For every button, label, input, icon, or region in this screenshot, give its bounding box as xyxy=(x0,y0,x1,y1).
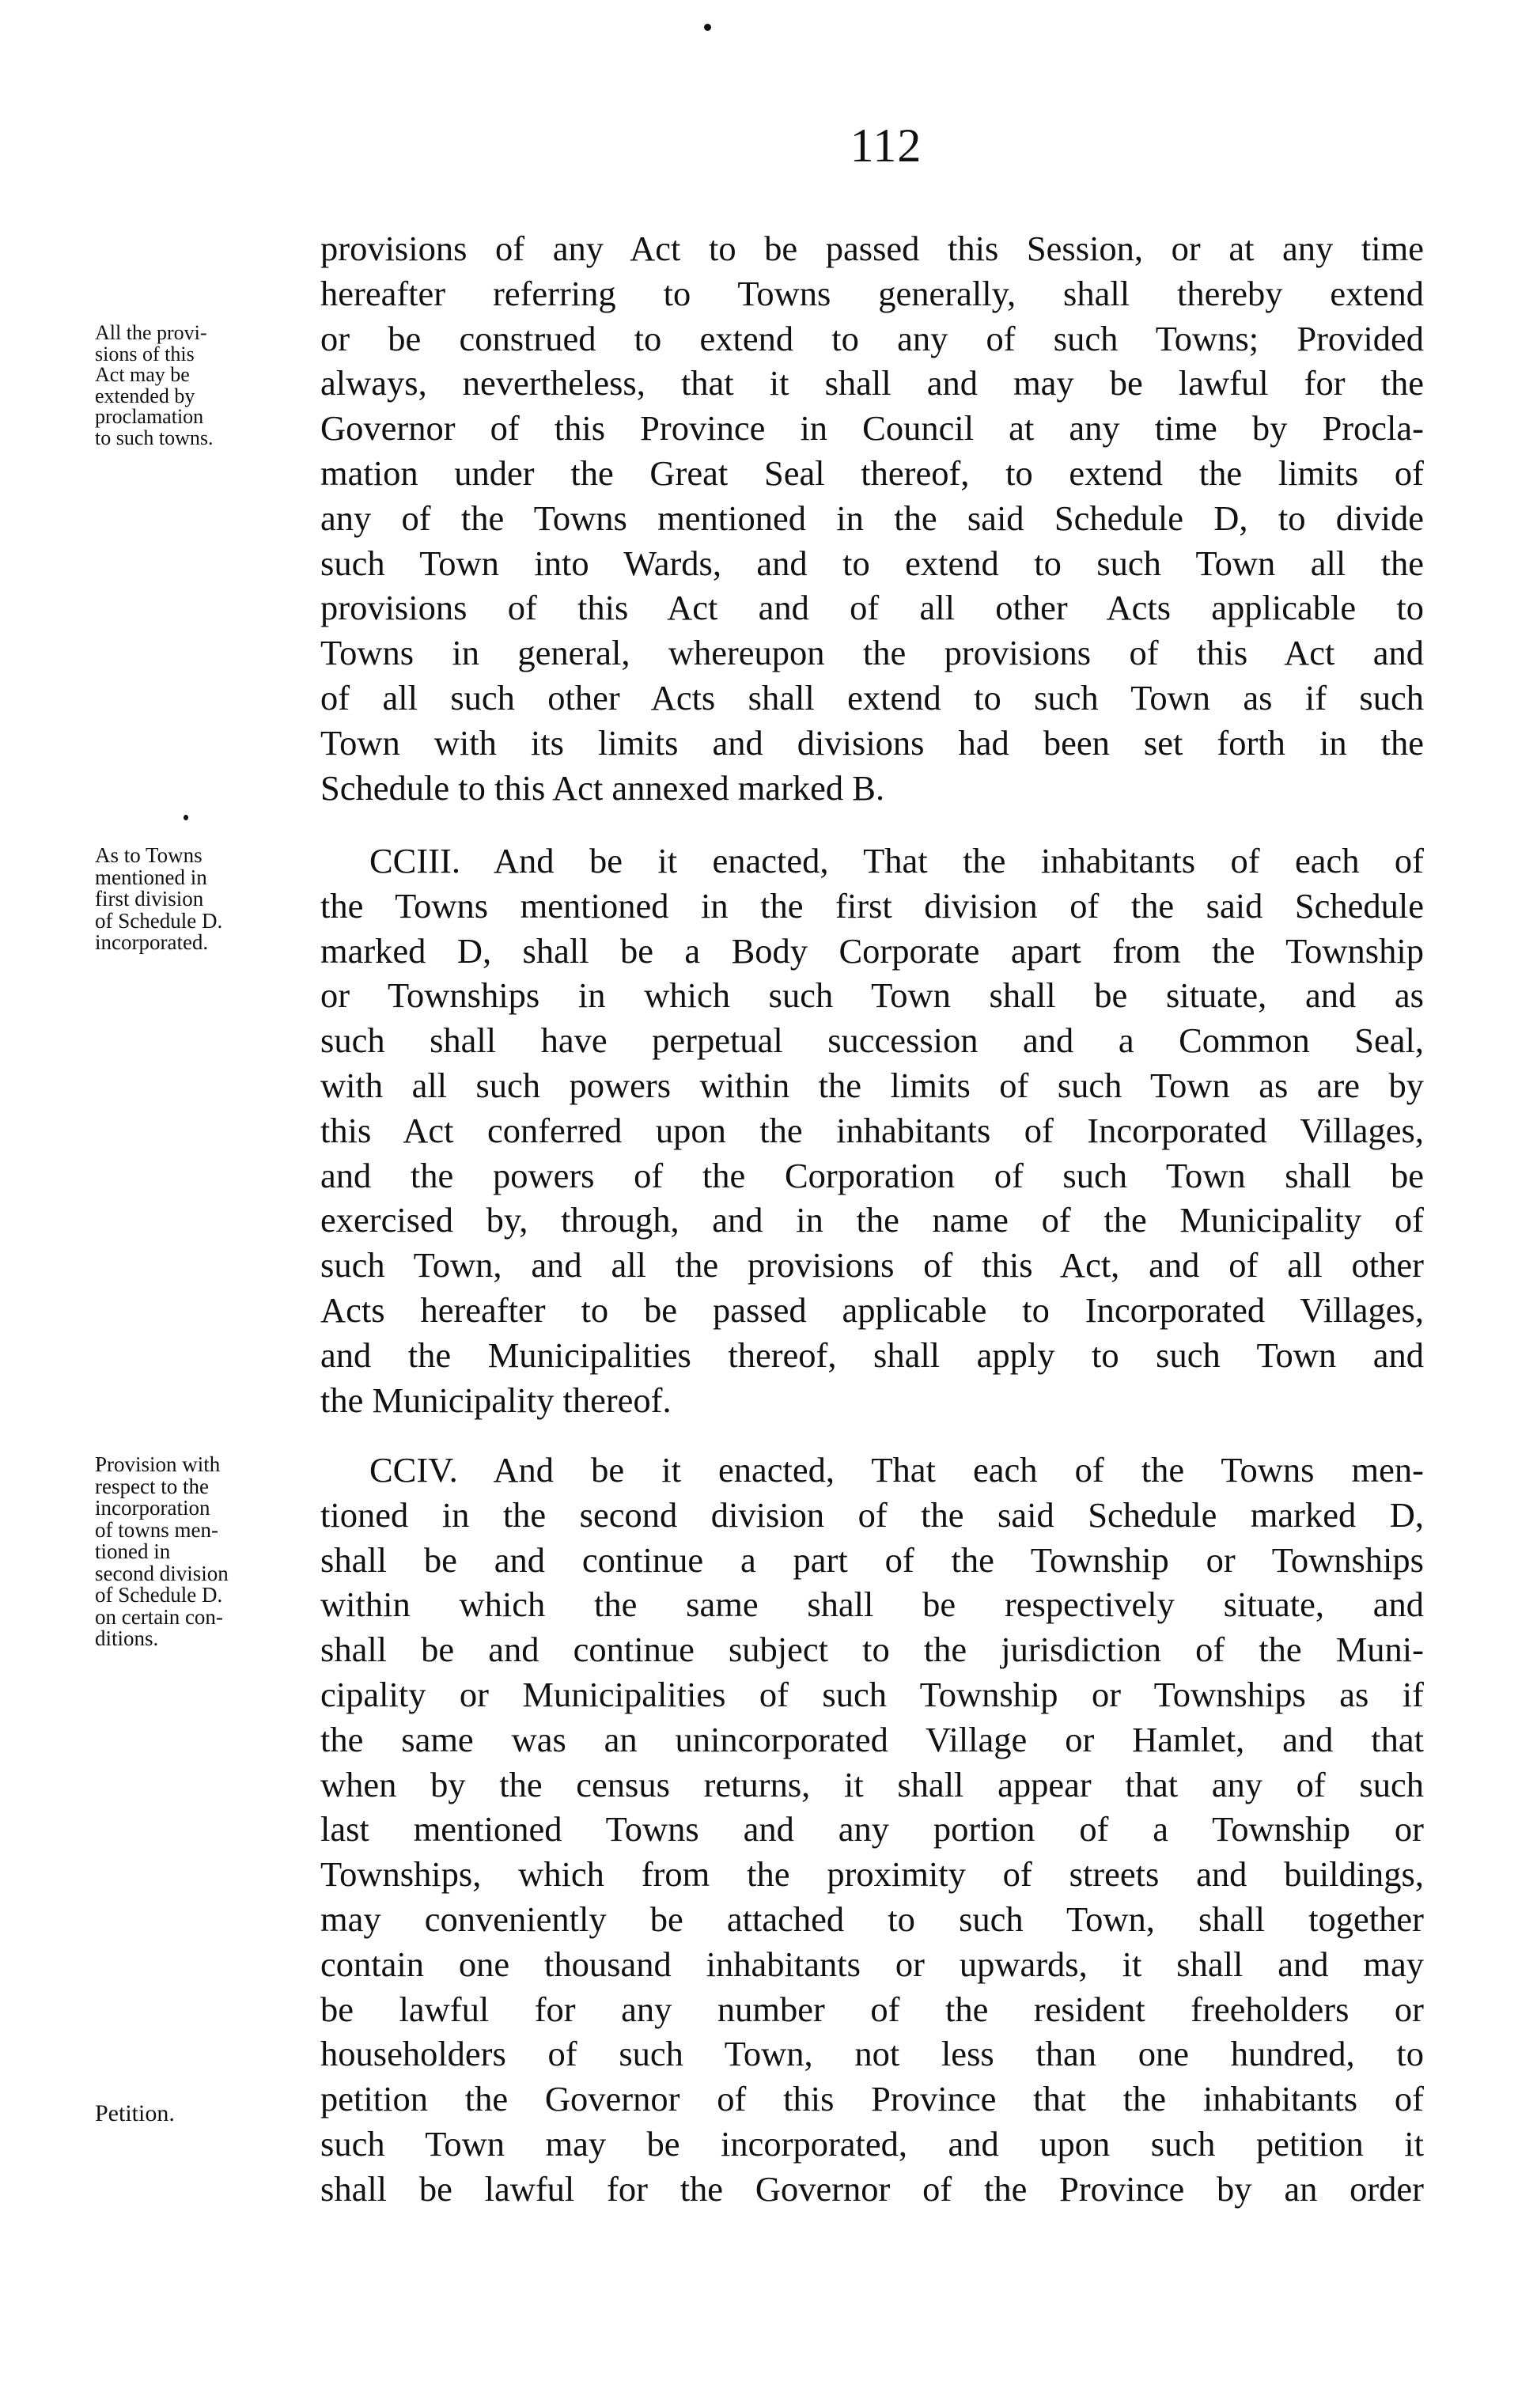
text-line: householders of such Town, not less than one hundred, to xyxy=(320,2034,1424,2074)
text-line: when by the census returns, it shall appear that any of such xyxy=(320,1764,1424,1804)
text-line: last mentioned Towns and any portion of a Township or xyxy=(320,1809,1424,1850)
text-line: Schedule to this Act annexed marked B. xyxy=(320,767,885,808)
text-line: Acts hereafter to be passed applicable to Incorporated Villages, xyxy=(320,1289,1424,1330)
text-line: such Town, and all the provisions of this Act, and of all other xyxy=(320,1245,1424,1285)
margin-note-line: to such towns. xyxy=(95,426,214,449)
text-line: or be construed to extend to any of such Towns; Provided xyxy=(320,318,1424,358)
margin-note-line: As to Towns xyxy=(95,843,203,867)
text-line: CCIV. And be it enacted, That each of the Towns men- xyxy=(369,1450,1424,1490)
margin-note-line: on certain con- xyxy=(95,1604,223,1629)
margin-note-first-division-towns xyxy=(95,845,324,954)
margin-note-line: of towns men- xyxy=(95,1517,218,1542)
margin-note-line: extended by xyxy=(95,384,195,407)
margin-note-line: ditions. xyxy=(95,1626,159,1650)
margin-note-line: incorporation xyxy=(95,1496,210,1520)
margin-note-line: sions of this xyxy=(95,342,195,365)
text-line: this Act conferred upon the inhabitants of Incorporated Villages, xyxy=(320,1110,1424,1150)
margin-note-line: All the provi- xyxy=(95,321,207,344)
text-line: the same was an unincorporated Village or Hamlet, and that xyxy=(320,1719,1424,1759)
margin-note-line: Act may be xyxy=(95,363,190,386)
text-line: with all such powers within the limits of such Town as are by xyxy=(320,1065,1424,1105)
text-line: mation under the Great Seal thereof, to extend the limits of xyxy=(320,452,1424,493)
text-line: Towns in general, whereupon the provisions of this Act and xyxy=(320,633,1424,673)
margin-note-line: tioned in xyxy=(95,1539,171,1563)
ink-speck xyxy=(704,24,711,31)
text-line: and the powers of the Corporation of such Town shall be xyxy=(320,1155,1424,1195)
text-line: contain one thousand inhabitants or upwards, it shall and may xyxy=(320,1944,1424,1984)
text-line: such Town may be incorporated, and upon such petition it xyxy=(320,2123,1424,2164)
text-line: always, nevertheless, that it shall and may be lawful for the xyxy=(320,363,1424,403)
text-line: the Municipality thereof. xyxy=(320,1380,672,1420)
margin-note-second-division-towns xyxy=(95,1454,324,1650)
text-line: marked D, shall be a Body Corporate apart from the Township xyxy=(320,930,1424,971)
text-line: provisions of any Act to be passed this Session, or at any time xyxy=(320,229,1424,268)
text-line: Town with its limits and divisions had been set forth in the xyxy=(320,722,1424,763)
text-line: shall be and continue subject to the jurisdiction of the Muni- xyxy=(320,1630,1424,1670)
text-line: petition the Governor of this Province that the inhabitants of xyxy=(320,2079,1424,2119)
text-line: within which the same shall be respectively situate, and xyxy=(320,1585,1424,1625)
text-line: and the Municipalities thereof, shall apply to such Town and xyxy=(320,1335,1424,1375)
margin-note-line: Provision with xyxy=(95,1452,221,1476)
ink-speck xyxy=(184,815,188,820)
text-line: be lawful for any number of the resident freeholders or xyxy=(320,1989,1424,2029)
section-cciii xyxy=(320,839,1424,1422)
section-cciv xyxy=(320,1448,1424,2212)
margin-note-line: of Schedule D. xyxy=(95,1583,223,1607)
margin-note-line: first division xyxy=(95,887,204,911)
margin-note-petition xyxy=(95,2100,324,2126)
text-line: such shall have perpetual succession and a Common Seal, xyxy=(320,1020,1424,1061)
margin-note-line: mentioned in xyxy=(95,865,207,889)
text-line: the Towns mentioned in the first division of the said Schedule xyxy=(320,885,1424,926)
margin-note-line: Petition. xyxy=(95,2100,175,2126)
margin-note-line: of Schedule D. xyxy=(95,908,223,933)
text-line: shall be and continue a part of the Township or Townships xyxy=(320,1539,1424,1580)
text-line: Townships, which from the proximity of streets and buildings, xyxy=(320,1854,1424,1895)
text-line: any of the Towns mentioned in the said Schedule D, to divide xyxy=(320,498,1424,538)
margin-note-line: incorporated. xyxy=(95,930,209,954)
text-line: provisions of this Act and of all other Acts applicable to xyxy=(320,588,1424,628)
text-line: tioned in the second division of the said Schedule marked D, xyxy=(320,1494,1424,1535)
text-line: exercised by, through, and in the name of the Municipality of xyxy=(320,1200,1424,1240)
text-line: of all such other Acts shall extend to such Town as if such xyxy=(320,677,1424,717)
paragraph-continuation xyxy=(320,226,1424,810)
text-line: may conveniently be attached to such Town, shall together xyxy=(320,1899,1424,1939)
text-line: Governor of this Province in Council at any time by Procla- xyxy=(320,408,1424,449)
text-line: CCIII. And be it enacted, That the inhabitants of each of xyxy=(369,841,1424,880)
text-line: hereafter referring to Towns generally, shall thereby extend xyxy=(320,273,1424,313)
margin-note-line: respect to the xyxy=(95,1474,209,1498)
text-line: shall be lawful for the Governor of the Province by an order xyxy=(320,2168,1424,2209)
margin-note-line: proclamation xyxy=(95,405,204,428)
text-line: cipality or Municipalities of such Township or Townships as if xyxy=(320,1674,1424,1714)
margin-note-extension-by-proclamation xyxy=(95,323,324,449)
text-line: such Town into Wards, and to extend to such Town all the xyxy=(320,543,1424,583)
text-line: or Townships in which such Town shall be situate, and as xyxy=(320,975,1424,1016)
margin-note-line: second division xyxy=(95,1561,229,1585)
page-number: 112 xyxy=(850,119,922,172)
